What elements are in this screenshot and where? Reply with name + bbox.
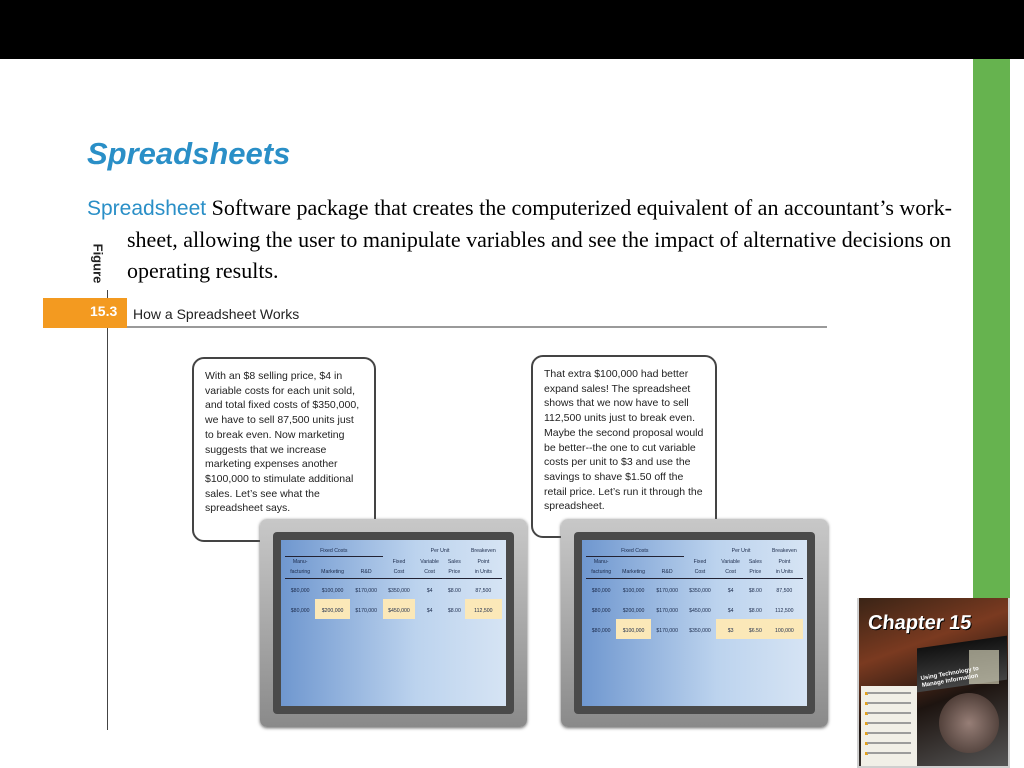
table-row	[285, 579, 502, 600]
header-fixed-costs: Fixed Costs	[285, 546, 383, 557]
cell-variable-cost: $4	[426, 608, 433, 614]
figure-title: How a Spreadsheet Works	[133, 306, 300, 322]
cell-manufacturing: $80,000	[591, 608, 611, 614]
cell-rd: $170,000	[656, 628, 678, 634]
header-cost: Cost	[383, 567, 416, 579]
header-facturing: facturing	[586, 567, 616, 579]
figure-horizontal-rule	[127, 326, 827, 328]
monitor-bezel	[574, 532, 815, 714]
figure-vertical-rule	[107, 290, 108, 730]
cell-fixed-cost: $350,000	[388, 588, 410, 594]
header-fixed-costs: Fixed Costs	[586, 546, 684, 557]
hand-image	[939, 693, 999, 753]
cell-sales-price: $8.00	[748, 608, 762, 614]
cell-manufacturing: $80,000	[591, 588, 611, 594]
header-marketing: Marketing	[315, 567, 349, 579]
spreadsheet-screen-left	[281, 540, 506, 706]
header-breakeven: Breakeven	[771, 548, 797, 555]
book-chapter-title: Chapter 15	[866, 612, 973, 634]
cell-rd: $170,000	[656, 588, 678, 594]
header-rd: R&D	[651, 567, 684, 579]
cell-marketing: $100,000	[622, 588, 645, 594]
definition-paragraph	[87, 192, 987, 286]
monitor-left	[260, 519, 527, 727]
cell-breakeven-highlighted: 112,500	[465, 599, 502, 619]
figure-side-label-text: Figure	[90, 243, 106, 284]
outline-line	[867, 722, 911, 724]
header-cost: Cost	[716, 567, 745, 579]
monitor-right	[561, 519, 828, 727]
outline-line	[867, 702, 911, 704]
definition-text: Software package that creates the computerized equivalent of an accountant’s work- sheet, allowing the user to manipulate variables and see the impact of alternative decisions on operating results.	[127, 195, 952, 283]
header-per-unit: Per Unit	[430, 548, 450, 555]
header-sales: Sales	[748, 558, 762, 565]
definition-term: Spreadsheet	[87, 197, 207, 220]
header-row-1	[586, 557, 803, 568]
header-facturing: facturing	[285, 567, 315, 579]
header-manu: Manu-	[593, 559, 609, 565]
cell-marketing-highlighted: $200,000	[315, 599, 349, 619]
header-sales: Sales	[447, 558, 461, 565]
cell-rd: $170,000	[656, 608, 678, 614]
cell-sales-price-highlighted: $6.50	[745, 619, 766, 639]
cell-fixed-cost: $350,000	[689, 588, 711, 594]
cell-variable-cost-highlighted: $3	[716, 619, 745, 639]
header-variable: Variable	[721, 558, 740, 565]
header-marketing: Marketing	[616, 567, 650, 579]
table-row	[586, 599, 803, 619]
outline-line	[867, 732, 911, 734]
outline-line	[867, 742, 911, 744]
header-point: Point	[477, 558, 490, 565]
cell-variable-cost: $4	[727, 608, 734, 614]
header-row-1	[285, 557, 502, 568]
book-outline-panel	[861, 686, 917, 766]
cell-fixed-cost: $350,000	[689, 628, 711, 634]
cell-variable-cost: $4	[426, 588, 433, 594]
cell-variable-cost: $4	[727, 588, 734, 594]
header-breakeven: Breakeven	[470, 548, 496, 555]
cell-sales-price: $8.00	[748, 588, 762, 594]
outline-line	[867, 752, 911, 754]
header-point: Point	[778, 558, 791, 565]
header-fixed: Fixed	[693, 558, 707, 565]
cell-breakeven-highlighted: 100,000	[766, 619, 803, 639]
header-variable: Variable	[420, 558, 439, 565]
outline-line	[867, 712, 911, 714]
cell-manufacturing: $80,000	[290, 608, 310, 614]
callout-left: With an $8 selling price, $4 in variable costs for each unit sold, and total fixed costs of $350,000, we have to sell 87,500 units just to break even. Now marketing suggests that we increase marketing expenses another $100,000 to stimulate additional sales. Let’s see what the spreadsheet says.	[192, 357, 376, 542]
header-price: Price	[444, 567, 465, 579]
header-group-row	[586, 546, 803, 557]
cell-breakeven: 87,500	[776, 588, 793, 594]
outline-line	[867, 692, 911, 694]
header-rd: R&D	[350, 567, 383, 579]
chapter-book-cover	[857, 598, 1010, 768]
table-row	[586, 579, 803, 600]
cell-breakeven: 87,500	[475, 588, 492, 594]
cell-rd: $170,000	[355, 608, 377, 614]
header-group-row	[285, 546, 502, 557]
cell-marketing-highlighted: $100,000	[616, 619, 650, 639]
header-cost: Cost	[415, 567, 444, 579]
header-row-2	[586, 567, 803, 579]
header-row-2	[285, 567, 502, 579]
spreadsheet-left	[285, 546, 502, 619]
table-row	[586, 619, 803, 639]
header-manu: Manu-	[292, 559, 308, 565]
figure-side-label	[90, 240, 110, 290]
header-cost: Cost	[684, 567, 717, 579]
cell-rd: $170,000	[355, 588, 377, 594]
figure-number: 15.3	[90, 303, 118, 319]
header-in-units: in Units	[766, 567, 803, 579]
cell-sales-price: $8.00	[447, 608, 461, 614]
header-in-units: in Units	[465, 567, 502, 579]
cell-sales-price: $8.00	[447, 588, 461, 594]
table-row	[285, 599, 502, 619]
book-cover-art	[859, 598, 1008, 766]
header-fixed: Fixed	[392, 558, 406, 565]
cell-manufacturing: $80,000	[290, 588, 310, 594]
cell-fixed-cost: $450,000	[689, 608, 711, 614]
top-black-bar	[0, 0, 1024, 59]
spreadsheet-right	[586, 546, 803, 639]
callout-right: That extra $100,000 had better expand sales! The spreadsheet shows that we now have to sell 112,500 units just to break even. Maybe the second proposal would be better--the one to cut variable costs per unit to $3 and use the savings to shave $1.50 off the retail price. Let’s run it through the spreadsheet.	[531, 355, 717, 538]
slide-title: Spreadsheets	[87, 136, 291, 171]
cell-manufacturing: $80,000	[591, 628, 611, 634]
header-price: Price	[745, 567, 766, 579]
cell-breakeven: 112,500	[775, 608, 794, 614]
spreadsheet-screen-right	[582, 540, 807, 706]
cell-marketing: $100,000	[321, 588, 344, 594]
cell-fixed-cost-highlighted: $450,000	[383, 599, 416, 619]
cell-marketing: $200,000	[622, 608, 645, 614]
monitor-bezel	[273, 532, 514, 714]
book-subtitle: Using Technology to Manage Information	[920, 665, 980, 689]
header-per-unit: Per Unit	[731, 548, 751, 555]
